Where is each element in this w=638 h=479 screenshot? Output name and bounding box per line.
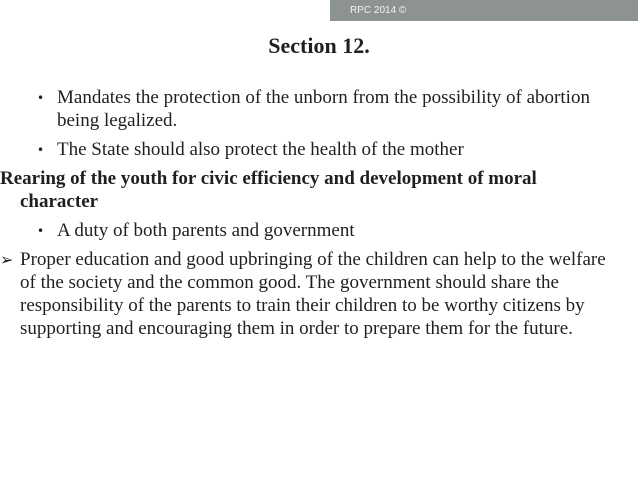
arrow-bullet-icon: ➢ <box>0 250 14 269</box>
copyright-label: RPC 2014 © <box>330 0 638 21</box>
slide-title: Section 12. <box>268 33 370 58</box>
bullet-marker: • <box>37 143 45 157</box>
subheading-text: Rearing of the youth for civic efficiency and development of moral character <box>0 168 537 212</box>
subheading <box>0 167 617 213</box>
bullet-text: The State should also protect the health of the mother <box>57 139 464 160</box>
top-bar <box>0 0 638 21</box>
bullet-item <box>37 138 617 161</box>
bullet-item <box>37 219 617 242</box>
bullet-marker: • <box>37 224 45 238</box>
arrow-item <box>0 248 617 340</box>
bullet-marker: • <box>37 91 45 105</box>
bullet-item <box>37 86 617 132</box>
bullet-text: A duty of both parents and government <box>57 220 355 241</box>
slide-content <box>0 86 617 346</box>
bullet-text: Mandates the protection of the unborn from the possibility of abortion being legalized. <box>57 87 590 131</box>
arrow-item-text: Proper education and good upbringing of the children can help to the welfare of the society and the common good. The government should share the responsibility of the parents to train their children to be worthy citizens by supporting and encouraging them in order to prepare them for the future. <box>20 249 606 339</box>
